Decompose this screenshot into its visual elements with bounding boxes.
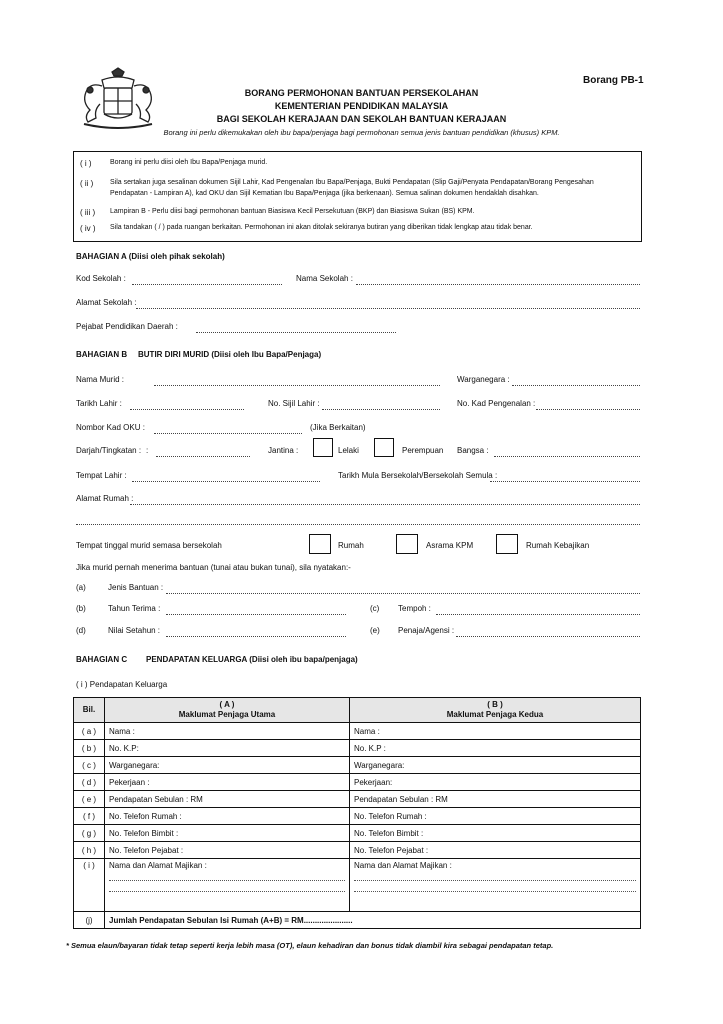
bil-cell: ( g ) (74, 825, 105, 842)
alamat-rumah-label: Alamat Rumah : (76, 494, 134, 503)
asrama-checkbox[interactable] (396, 534, 418, 554)
col-b-title: Maklumat Penjaga Kedua (446, 710, 544, 719)
table-row (74, 757, 641, 774)
tarikh-mula-label: Tarikh Mula Bersekolah/Bersekolah Semula : (338, 471, 498, 480)
income-table (73, 697, 641, 929)
penaja-label: Penaja/Agensi : (398, 626, 455, 635)
penjaga-utama-cell[interactable]: Pendapatan Sebulan : RM (105, 791, 350, 808)
bil-cell: ( a ) (74, 723, 105, 740)
nama-murid-field[interactable] (154, 385, 440, 386)
col-b-code: ( B ) (487, 700, 503, 709)
penjaga-kedua-cell[interactable]: Warganegara: (350, 757, 641, 774)
alamat-rumah-field-2[interactable] (76, 524, 640, 525)
majikan-utama-line[interactable] (109, 884, 345, 892)
nama-sekolah-label: Nama Sekolah : (296, 274, 353, 283)
instruction-text: Borang ini perlu diisi oleh Ibu Bapa/Penjaga murid. (110, 159, 268, 166)
tarikh-lahir-label: Tarikh Lahir : (76, 399, 122, 408)
nama-murid-label: Nama Murid : (76, 375, 125, 384)
form-title-line3: BAGI SEKOLAH KERAJAAN DAN SEKOLAH BANTUAN KERAJAAN (216, 114, 507, 124)
table-row (74, 740, 641, 757)
section-b-title: BAHAGIAN B (76, 350, 128, 359)
nama-sekolah-field[interactable] (356, 284, 640, 285)
form-title-line2: KEMENTERIAN PENDIDIKAN MALAYSIA (274, 101, 449, 111)
section-b-subtitle: BUTIR DIRI MURID (Diisi oleh Ibu Bapa/Penjaga) (138, 350, 322, 359)
instruction-num: ( iii ) (80, 208, 96, 217)
nilai-setahun-label: Nilai Setahun : (108, 626, 161, 635)
pendapatan-keluarga-label: ( i ) Pendapatan Keluarga (76, 680, 168, 689)
table-row (74, 791, 641, 808)
bil-cell: ( b ) (74, 740, 105, 757)
penjaga-utama-cell[interactable]: Pekerjaan : (105, 774, 350, 791)
penjaga-kedua-header (350, 698, 641, 723)
table-row (74, 859, 641, 912)
bantuan-letter: (a) (76, 583, 86, 592)
table-header-row (74, 698, 641, 723)
tempat-tinggal-label: Tempat tinggal murid semasa bersekolah (76, 541, 222, 550)
tahun-terima-field[interactable] (166, 614, 346, 615)
kad-oku-field[interactable] (154, 433, 302, 434)
majikan-kedua-line[interactable] (354, 884, 636, 892)
perempuan-label: Perempuan (402, 446, 444, 455)
penjaga-kedua-cell[interactable]: No. Telefon Pejabat : (350, 842, 641, 859)
rumah-kebajikan-checkbox[interactable] (496, 534, 518, 554)
bantuan-letter: (e) (370, 626, 380, 635)
section-c-subtitle: PENDAPATAN KELUARGA (Diisi oleh ibu bapa/penjaga) (146, 655, 358, 664)
penjaga-utama-cell[interactable]: Nama : (105, 723, 350, 740)
bil-cell: ( i ) (74, 859, 105, 912)
perempuan-checkbox[interactable] (374, 438, 394, 457)
majikan-utama-line[interactable] (109, 873, 345, 881)
instruction-text: Lampiran B - Perlu diisi bagi permohonan bantuan Biasiswa Kecil Persekutuan (BKP) dan Biasiswa Sukan (BS) KPM. (110, 208, 475, 215)
table-row (74, 774, 641, 791)
majikan-utama-cell[interactable] (105, 859, 350, 912)
bil-cell: ( f ) (74, 808, 105, 825)
penjaga-utama-cell[interactable]: No. Telefon Rumah : (105, 808, 350, 825)
majikan-kedua-label: Nama dan Alamat Majikan : (354, 861, 452, 870)
form-title-line1: BORANG PERMOHONAN BANTUAN PERSEKOLAHAN (244, 88, 479, 98)
majikan-kedua-line[interactable] (354, 873, 636, 881)
bil-header: Bil. (74, 698, 105, 723)
warganegara-label: Warganegara : (457, 375, 510, 384)
nilai-setahun-field[interactable] (166, 636, 346, 637)
bil-cell: ( e ) (74, 791, 105, 808)
tempoh-label: Tempoh : (398, 604, 431, 613)
kod-sekolah-field[interactable] (132, 284, 282, 285)
table-row (74, 825, 641, 842)
instruction-num: ( i ) (80, 159, 92, 168)
instruction-text: Sila sertakan juga sesalinan dokumen Sijil Lahir, Kad Pengenalan Ibu Bapa/Penjaga, Bukti Pendapatan (Slip Gaji/Penyata Pendapatan/Borang Pengesahan (110, 179, 594, 186)
footnote: * Semua elaun/bayaran tidak tetap seperti kerja lebih masa (OT), elaun kehadiran dan bonus tidak diambil kira sebagai pendapatan tetap. (66, 941, 554, 950)
kad-pengenalan-field[interactable] (536, 409, 640, 410)
alamat-sekolah-label: Alamat Sekolah : (76, 298, 137, 307)
asrama-label: Asrama KPM (426, 541, 474, 550)
rumah-kebajikan-label: Rumah Kebajikan (526, 541, 590, 550)
bantuan-letter: (c) (370, 604, 380, 613)
col-a-title: Maklumat Penjaga Utama (178, 710, 276, 719)
jika-berkaitan-note: (Jika Berkaitan) (310, 423, 366, 432)
darjah-colon: : (146, 446, 149, 455)
section-c-title: BAHAGIAN C (76, 655, 128, 664)
penjaga-kedua-cell[interactable]: Pekerjaan: (350, 774, 641, 791)
penjaga-kedua-cell[interactable]: No. Telefon Bimbit : (350, 825, 641, 842)
bil-cell: ( c ) (74, 757, 105, 774)
instruction-text: Sila tandakan ( / ) pada ruangan berkaitan. Permohonan ini akan ditolak sekiranya butiran yang diberikan tidak lengkap atau tidak benar. (110, 224, 533, 231)
majikan-utama-label: Nama dan Alamat Majikan : (109, 861, 207, 870)
instructions-box (73, 151, 642, 242)
jantina-label: Jantina : (268, 446, 299, 455)
kod-sekolah-label: Kod Sekolah : (76, 274, 126, 283)
warganegara-field[interactable] (512, 385, 640, 386)
penjaga-kedua-cell[interactable]: No. Telefon Rumah : (350, 808, 641, 825)
form-code: Borang PB-1 (583, 75, 644, 86)
tarikh-lahir-field[interactable] (130, 409, 244, 410)
tempat-lahir-field[interactable] (132, 481, 320, 482)
darjah-label: Darjah/Tingkatan : (76, 446, 142, 455)
tahun-terima-label: Tahun Terima : (108, 604, 161, 613)
rumah-label: Rumah (338, 541, 364, 550)
bangsa-field[interactable] (494, 456, 640, 457)
penjaga-utama-cell[interactable]: No. K.P: (105, 740, 350, 757)
pejabat-field[interactable] (196, 332, 396, 333)
total-row (74, 912, 641, 929)
bil-cell: (j) (74, 912, 105, 929)
kad-oku-label: Nombor Kad OKU : (76, 423, 145, 432)
penjaga-kedua-cell[interactable]: Nama : (350, 723, 641, 740)
penaja-field[interactable] (456, 636, 640, 637)
majikan-kedua-cell[interactable] (350, 859, 641, 912)
bantuan-letter: (d) (76, 626, 86, 635)
section-a-title: BAHAGIAN A (Diisi oleh pihak sekolah) (76, 252, 225, 261)
penjaga-utama-cell[interactable]: No. Telefon Bimbit : (105, 825, 350, 842)
table-row (74, 723, 641, 740)
lelaki-label: Lelaki (338, 446, 359, 455)
bantuan-letter: (b) (76, 604, 86, 613)
lelaki-checkbox[interactable] (313, 438, 333, 457)
penjaga-kedua-cell[interactable]: Pendapatan Sebulan : RM (350, 791, 641, 808)
sijil-lahir-field[interactable] (322, 409, 440, 410)
penjaga-kedua-cell[interactable]: No. K.P : (350, 740, 641, 757)
table-row (74, 842, 641, 859)
alamat-rumah-field[interactable] (130, 504, 640, 505)
bil-cell: ( d ) (74, 774, 105, 791)
jenis-bantuan-field[interactable] (166, 593, 640, 594)
instruction-num: ( iv ) (80, 224, 96, 233)
penjaga-utama-cell[interactable]: No. Telefon Pejabat : (105, 842, 350, 859)
table-row (74, 808, 641, 825)
kad-pengenalan-label: No. Kad Pengenalan : (457, 399, 536, 408)
jenis-bantuan-label: Jenis Bantuan : (108, 583, 164, 592)
instruction-text-cont: Pendapatan - Lampiran A), kad OKU dan Sijil Kematian Ibu Bapa/Penjaga (jika berkenaan). Semua salinan dokumen hendaklah disahkan. (110, 190, 539, 197)
form-subtitle: Borang ini perlu dikemukakan oleh ibu bapa/penjaga bagi permohonan semua jenis bantuan pendidikan (khusus) KPM. (163, 128, 560, 137)
bil-cell: ( h ) (74, 842, 105, 859)
penjaga-utama-header (105, 698, 350, 723)
jumlah-pendapatan[interactable]: Jumlah Pendapatan Sebulan Isi Rumah (A+B) = RM...................... (105, 912, 641, 929)
darjah-field[interactable] (156, 456, 250, 457)
bantuan-intro: Jika murid pernah menerima bantuan (tunai atau bukan tunai), sila nyatakan:- (76, 563, 351, 572)
tempat-lahir-label: Tempat Lahir : (76, 471, 127, 480)
instruction-num: ( ii ) (80, 179, 94, 188)
tarikh-mula-field[interactable] (490, 481, 640, 482)
bangsa-label: Bangsa : (457, 446, 489, 455)
tempoh-field[interactable] (436, 614, 640, 615)
penjaga-utama-cell[interactable]: Warganegara: (105, 757, 350, 774)
alamat-sekolah-field[interactable] (136, 308, 640, 309)
pejabat-label: Pejabat Pendidikan Daerah : (76, 322, 178, 331)
rumah-checkbox[interactable] (309, 534, 331, 554)
col-a-code: ( A ) (219, 700, 235, 709)
sijil-lahir-label: No. Sijil Lahir : (268, 399, 320, 408)
